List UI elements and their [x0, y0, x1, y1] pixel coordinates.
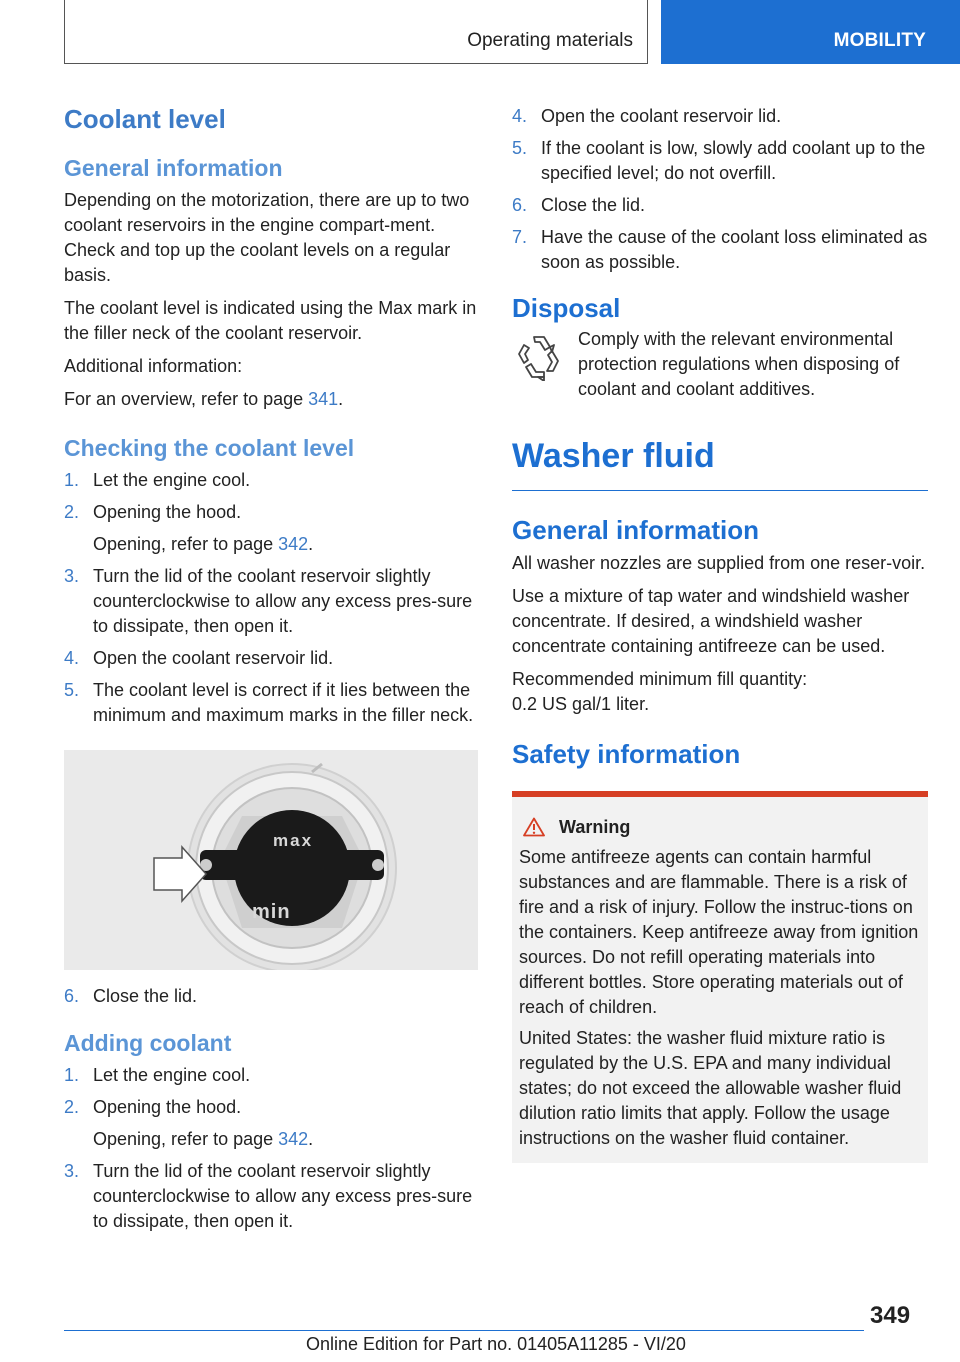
page-link-342[interactable]: 342: [278, 534, 309, 554]
general-p3: Additional information:: [64, 356, 243, 376]
washer-fluid-title: Washer fluid: [512, 436, 928, 491]
list-item: 4. Open the coolant reservoir lid.: [512, 106, 782, 126]
general-p2: The coolant level is indicated using the Max mark in the filler neck of the coolant reservoir.: [64, 298, 477, 343]
disposal-note: [512, 327, 928, 402]
checking-heading: Checking the coolant level: [64, 435, 355, 461]
list-item: 1. Let the engine cool.: [64, 470, 251, 490]
list-item: 7. Have the cause of the coolant loss eliminated as soon as possible.: [512, 227, 928, 272]
warning-p2: United States: the washer fluid mixture ratio is regulated by the U.S. EPA and many individual states; do not exceed the allowable washer fluid dilution ratio limits that apply. Follow the usage instructions on the washer fluid container.: [519, 1028, 902, 1148]
coolant-reservoir-figure: [64, 750, 478, 970]
max-label: max: [273, 831, 314, 850]
header-chapter-tab: [661, 0, 960, 64]
footer-divider: [64, 1330, 864, 1331]
list-item: 3. Turn the lid of the coolant reservoir slightly counterclockwise to allow any excess pres-sure to dissipate, then open it.: [64, 1161, 473, 1231]
list-item: 2. Opening the hood. Opening, refer to page 342.: [64, 1097, 314, 1149]
washer-general-heading: General information: [512, 515, 760, 545]
adding-steps-cont: [512, 104, 928, 275]
list-item: 2. Opening the hood. Opening, refer to page 342.: [64, 502, 314, 554]
adding-steps: [64, 1063, 482, 1234]
disposal-text: Comply with the relevant environmental protection regulations when disposing of coolant and coolant additives.: [578, 329, 900, 399]
general-info-heading: General information: [64, 155, 283, 181]
right-column: [512, 96, 928, 1163]
disposal-heading: Disposal: [512, 293, 621, 323]
page-link-341[interactable]: 341: [308, 389, 339, 409]
recycling-icon: [514, 333, 564, 381]
washer-p1: All washer nozzles are supplied from one reser-voir.: [512, 553, 926, 573]
page-link-342[interactable]: 342: [278, 1129, 309, 1149]
header-section-box: [64, 0, 648, 64]
warning-box: [512, 791, 928, 1163]
adding-heading: Adding coolant: [64, 1030, 232, 1056]
checking-steps-cont: [64, 984, 482, 1009]
general-p4: For an overview, refer to page 341.: [64, 389, 344, 409]
warning-title: Warning: [519, 815, 922, 839]
warning-triangle-icon: [523, 817, 545, 837]
header-chapter-title: MOBILITY: [833, 30, 926, 51]
list-item: 6. Close the lid.: [512, 195, 646, 215]
checking-steps: [64, 468, 482, 728]
page-number: 349: [870, 1302, 911, 1329]
min-label: min: [252, 901, 291, 923]
list-item: 5. The coolant level is correct if it lies between the minimum and maximum marks in the filler neck.: [64, 680, 474, 725]
washer-p3: Recommended minimum fill quantity:: [512, 669, 808, 689]
page-title: Coolant level: [64, 104, 226, 134]
list-item: 4. Open the coolant reservoir lid.: [64, 648, 334, 668]
list-item: 1. Let the engine cool.: [64, 1065, 251, 1085]
washer-p3b: 0.2 US gal/1 liter.: [512, 694, 650, 714]
general-p1: Depending on the motorization, there are up to two coolant reservoirs in the engine compart-ment. Check and top up the coolant levels on a regular basis.: [64, 190, 470, 285]
coolant-cap-illustration: [64, 750, 478, 970]
header-section-title: Operating materials: [467, 30, 633, 51]
warning-p1: Some antifreeze agents can contain harmful substances and are flammable. There is a risk of fire and a risk of injury. Follow the instruc-tions on the containers. Keep antifreeze away from ignition sources. Do not refill operating materials into different bottles. Store operating materials out of reach of children.: [519, 847, 919, 1017]
left-column: [64, 96, 482, 1241]
list-item: 5. If the coolant is low, slowly add coolant up to the specified level; do not overfill.: [512, 138, 926, 183]
safety-heading: Safety information: [512, 739, 741, 769]
footer-edition: Online Edition for Part no. 01405A11285 - VI/20: [306, 1334, 686, 1354]
list-item: 6. Close the lid.: [64, 986, 198, 1006]
list-item: 3. Turn the lid of the coolant reservoir slightly counterclockwise to allow any excess pres-sure to dissipate, then open it.: [64, 566, 473, 636]
washer-p2: Use a mixture of tap water and windshield washer concentrate. If desired, a windshield washer concentrate containing antifreeze can be used.: [512, 586, 910, 656]
